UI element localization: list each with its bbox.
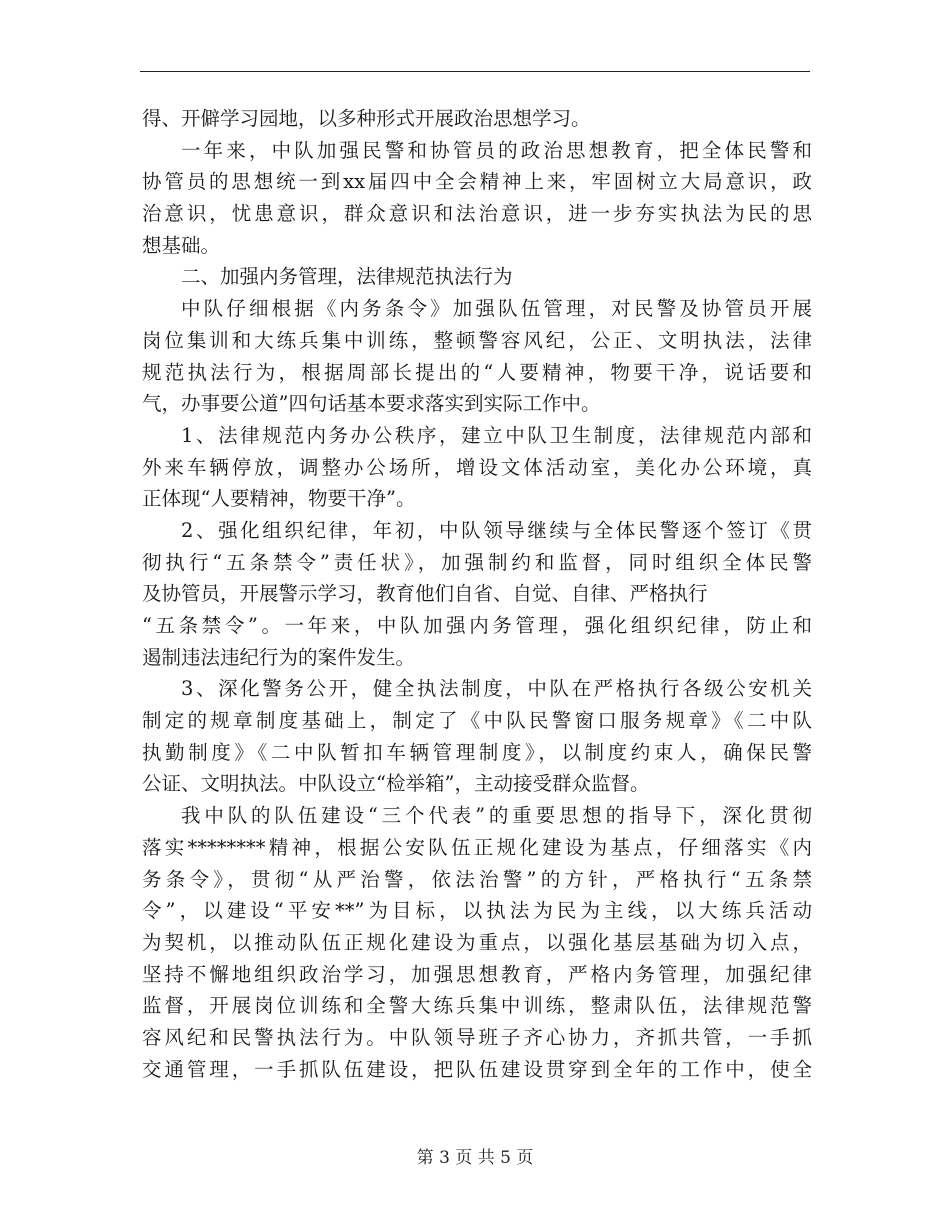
text-line: 中队仔细根据《内务条令》加强队伍管理，对民警及协管员开展 (181, 297, 812, 321)
text-line: 我中队的队伍建设“三个代表”的重要思想的指导下，深化贯彻 (181, 804, 812, 828)
text-line: 1、法律规范内务办公秩序，建立中队卫生制度，法律规范内部和 (181, 423, 812, 447)
text-line: 想基础。 (142, 233, 221, 257)
text-line: 岗位集训和大练兵集中训练，整顿警容风纪，公正、文明执法，法律 (142, 328, 812, 352)
text-line: 交通管理，一手抓队伍建设，把队伍建设贯穿到全年的工作中，使全 (142, 1057, 812, 1081)
text-line: 治意识，忧患意识，群众意识和法治意识，进一步夯实执法为民的思 (142, 202, 812, 226)
text-line: 彻执行“五条禁令”责任状》，加强制约和监督，同时组织全体民警 (142, 550, 812, 574)
text-line: 气，办事要公道”四句话基本要求落实到实际工作中。 (142, 392, 601, 416)
text-line: 一年来，中队加强民警和协管员的政治思想教育，把全体民警和 (181, 138, 812, 162)
text-line: 坚持不懈地组织政治学习，加强思想教育，严格内务管理，加强纪律 (142, 962, 812, 986)
text-line: 监督，开展岗位训练和全警大练兵集中训练，整肃队伍，法律规范警 (142, 994, 812, 1018)
text-line: 制定的规章制度基础上，制定了《中队民警窗口服务规章》《二中队 (142, 709, 812, 733)
text-line: 落实********精神，根据公安队伍正规化建设为基点，仔细落实《内 (142, 835, 812, 859)
text-line: 外来车辆停放，调整办公场所，增设文体活动室，美化办公环境，真 (142, 455, 812, 479)
text-line: 令”，以建设“平安**”为目标，以执法为民为主线，以大练兵活动 (142, 899, 812, 923)
text-line: “五条禁令”。一年来，中队加强内务管理，强化组织纪律，防止和 (142, 614, 812, 637)
header-divider (140, 71, 810, 72)
text-line: 及协管员，开展警示学习，教育他们自省、自觉、自律、严格执行 (142, 582, 708, 606)
section-heading: 二、加强内务管理，法律规范执法行为 (181, 265, 513, 289)
text-line: 3、深化警务公开，健全执法制度，中队在严格执行各级公安机关 (181, 677, 812, 701)
text-line: 务条令》，贯彻“从严治警，依法治警”的方针，严格执行“五条禁 (142, 867, 812, 891)
text-line: 规范执法行为，根据周部长提出的“人要精神，物要干净，说话要和 (142, 360, 812, 384)
text-line: 公证、文明执法。中队设立“检举箱”，主动接受群众监督。 (142, 772, 650, 796)
text-line: 2、强化组织纪律，年初，中队领导继续与全体民警逐个签订《贯 (181, 518, 812, 542)
text-line: 为契机，以推动队伍正规化建设为重点，以强化基层基础为切入点， (142, 930, 812, 954)
text-line: 遏制违法违纪行为的案件发生。 (142, 645, 416, 669)
page-number: 第 3 页 共 5 页 (416, 1148, 534, 1168)
text-line: 容风纪和民警执法行为。中队领导班子齐心协力，齐抓共管，一手抓 (142, 1025, 812, 1049)
text-line: 正体现“人要精神，物要干净”。 (142, 487, 416, 511)
text-line: 得、开僻学习园地，以多种形式开展政治思想学习。 (142, 107, 591, 130)
body-text (142, 103, 812, 1085)
text-line: 执勤制度》《二中队暂扣车辆管理制度》，以制度约束人，确保民警 (142, 740, 812, 764)
text-line: 协管员的思想统一到xx届四中全会精神上来，牢固树立大局意识，政 (142, 170, 812, 194)
